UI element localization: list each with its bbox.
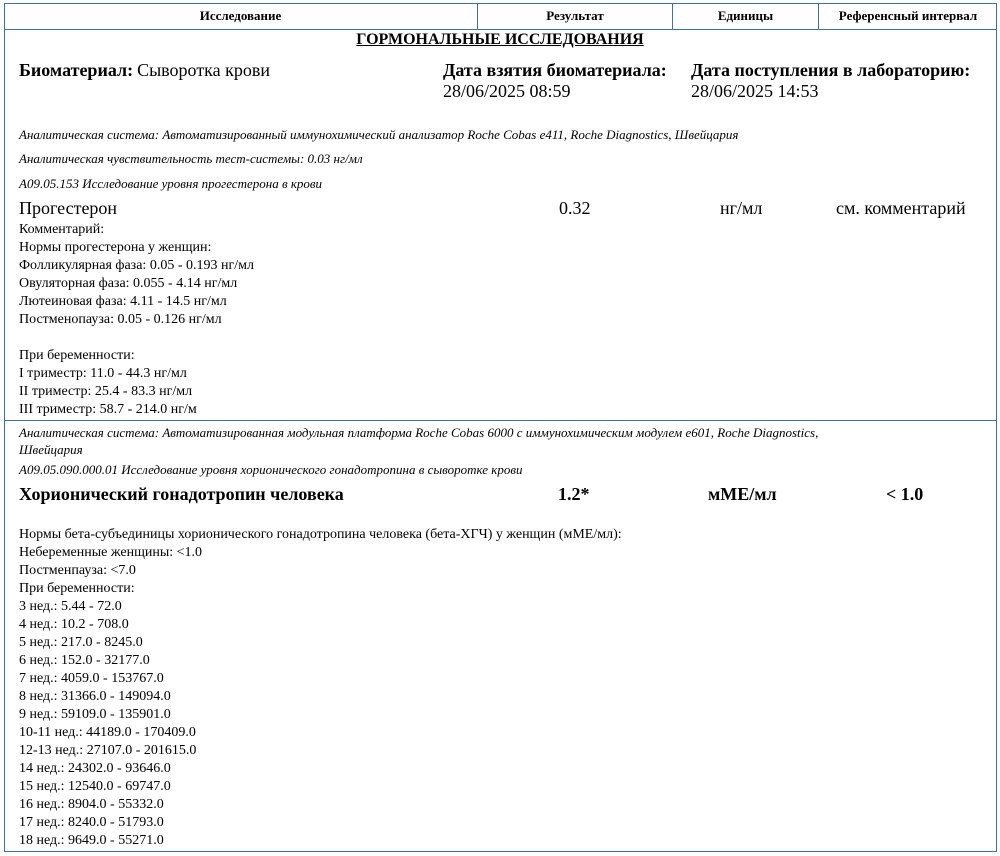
comment-line: Лютеиновая фаза: 4.11 - 14.5 нг/мл: [19, 294, 227, 309]
comment-line: Овуляторная фаза: 0.055 - 4.14 нг/мл: [19, 276, 238, 291]
norm-line: 12-13 нед.: 27107.0 - 201615.0: [19, 743, 197, 758]
section-separator: [4, 420, 997, 421]
biomaterial-value: Сыворотка крови: [137, 60, 271, 80]
receipt-date-value: 28/06/2025 14:53: [691, 81, 819, 101]
norm-line: 8 нед.: 31366.0 - 149094.0: [19, 689, 171, 704]
collection-date-value: 28/06/2025 08:59: [443, 81, 571, 101]
header-reference: Референсный интервал: [838, 8, 978, 23]
biomaterial-label: Биоматериал:: [19, 60, 134, 80]
analytic-system-2: Аналитическая система: Автоматизированная модульная платформа Roche Cobas 6000 с иммунохимическим модулем e601, Roche Diagnostics,: [19, 425, 819, 440]
hcg-reference: < 1.0: [886, 484, 924, 504]
comment-line: Фолликулярная фаза: 0.05 - 0.193 нг/мл: [19, 258, 254, 273]
collection-date-label: Дата взятия биоматериала:: [443, 60, 667, 80]
norm-line: 4 нед.: 10.2 - 708.0: [19, 617, 129, 632]
header-result: Результат: [478, 3, 673, 29]
pregnancy-line: I триместр: 11.0 - 44.3 нг/мл: [19, 366, 187, 381]
comment-line: Нормы прогестерона у женщин:: [19, 240, 212, 255]
biomaterial: [19, 60, 270, 81]
norm-line: Небеременные женщины: <1.0: [19, 545, 203, 560]
table-header: [4, 3, 997, 30]
norm-line: 3 нед.: 5.44 - 72.0: [19, 599, 122, 614]
test-code-1: A09.05.153 Исследование уровня прогестерона в крови: [19, 176, 323, 191]
test-code-2: A09.05.090.000.01 Исследование уровня хорионического гонадотропина в сыворотке крови: [19, 462, 523, 477]
progesterone-name: Прогестерон: [19, 198, 118, 218]
progesterone-result: 0.32: [559, 198, 591, 218]
comment-line: Комментарий:: [19, 222, 105, 237]
hcg-units: мМЕ/мл: [708, 484, 777, 504]
norm-line: 10-11 нед.: 44189.0 - 170409.0: [19, 725, 196, 740]
hcg-name: Хорионический гонадотропин человека: [19, 484, 344, 504]
pregnancy-line: III триместр: 58.7 - 214.0 нг/м: [19, 402, 197, 417]
norm-line: 7 нед.: 4059.0 - 153767.0: [19, 671, 164, 686]
norm-line: 17 нед.: 8240.0 - 51793.0: [19, 815, 164, 830]
hcg-norms: [19, 526, 622, 850]
header-units: Единицы: [673, 3, 819, 29]
norm-line: 18 нед.: 9649.0 - 55271.0: [19, 833, 164, 848]
receipt-date-label: Дата поступления в лабораторию:: [691, 60, 971, 80]
norm-line: 5 нед.: 217.0 - 8245.0: [19, 635, 143, 650]
norm-line: 14 нед.: 24302.0 - 93646.0: [19, 761, 171, 776]
pregnancy-line: При беременности:: [19, 348, 135, 363]
sensitivity: Аналитическая чувствительность тест-системы: 0.03 нг/мл: [19, 151, 363, 166]
norm-line: 9 нед.: 59109.0 - 135901.0: [19, 707, 171, 722]
analytic-system-1: Аналитическая система: Автоматизированный иммунохимический анализатор Roche Cobas e411, Roche Diagnostics, Швейцария: [19, 127, 739, 142]
comment-line: Постменопауза: 0.05 - 0.126 нг/мл: [19, 312, 222, 327]
progesterone-reference: см. комментарий: [836, 198, 966, 218]
norm-line: Нормы бета-субъединицы хорионического гонадотропина человека (бета-ХГЧ) у женщин (мМЕ/мл):: [19, 527, 622, 542]
section-title: ГОРМОНАЛЬНЫЕ ИССЛЕДОВАНИЯ: [356, 31, 644, 48]
header-study: Исследование: [4, 3, 478, 29]
norm-line: 6 нед.: 152.0 - 32177.0: [19, 653, 150, 668]
norm-line: 16 нед.: 8904.0 - 55332.0: [19, 797, 164, 812]
norm-line: 15 нед.: 12540.0 - 69747.0: [19, 779, 171, 794]
norm-line: При беременности:: [19, 581, 135, 596]
hcg-result: 1.2*: [558, 484, 590, 504]
progesterone-pregnancy: [19, 347, 197, 419]
analytic-system-2-cont: Швейцария: [19, 442, 83, 457]
norm-line: Постменпауза: <7.0: [19, 563, 136, 578]
progesterone-comment: [19, 221, 254, 329]
progesterone-units: нг/мл: [720, 198, 763, 218]
pregnancy-line: II триместр: 25.4 - 83.3 нг/мл: [19, 384, 193, 399]
